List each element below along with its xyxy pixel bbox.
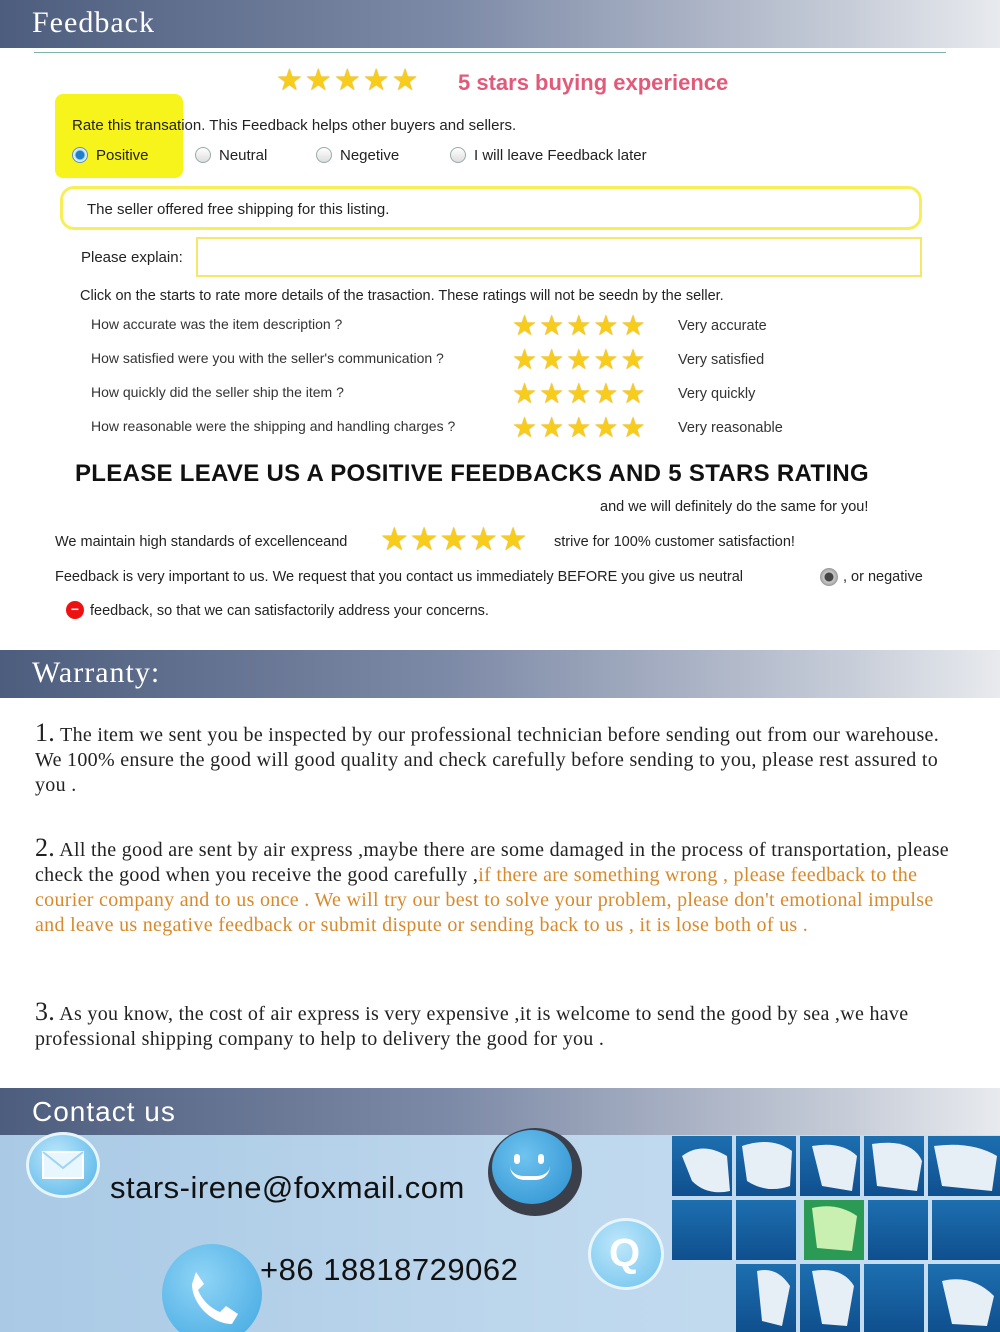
star-icon: ★ (566, 412, 594, 443)
headline: 5 stars buying experience (458, 70, 729, 95)
star-icon: ★ (276, 64, 305, 97)
radio-icon (195, 147, 211, 163)
star-icon: ★ (469, 521, 499, 557)
star-icon: ★ (391, 64, 421, 97)
star-icon: ★ (439, 521, 470, 557)
rate-text: Rate this transation. This Feedback helps other buyers and sellers. (72, 117, 517, 134)
negative-icon: − (66, 601, 84, 619)
radio-icon (450, 147, 466, 163)
contact-header (0, 1088, 1000, 1136)
mail-icon[interactable] (26, 1132, 100, 1198)
star-icon: ★ (593, 310, 621, 341)
rating-stars[interactable] (512, 346, 648, 374)
star-icon: ★ (512, 344, 540, 375)
important-or: , or negative (843, 569, 923, 585)
standards-stars (380, 522, 528, 556)
standards-left: We maintain high standards of excellenceand (55, 534, 348, 550)
star-icon: ★ (539, 310, 567, 341)
highlight-box (55, 94, 183, 178)
world-map-icon (672, 1136, 1000, 1332)
star-icon: ★ (380, 521, 410, 557)
radio-negative[interactable]: Negetive (316, 147, 399, 164)
star-icon: ★ (512, 412, 540, 443)
question-text: How reasonable were the shipping and handling charges ? (91, 418, 456, 434)
radio-neutral[interactable]: Neutral (195, 147, 267, 164)
star-icon: ★ (539, 344, 567, 375)
rating-answer: Very reasonable (678, 420, 783, 436)
star-icon: ★ (620, 412, 648, 443)
star-icon: ★ (512, 310, 540, 341)
star-icon: ★ (620, 378, 648, 409)
star-icon: ★ (304, 64, 334, 97)
contact-title: Contact us (32, 1096, 176, 1127)
neutral-icon (820, 568, 838, 586)
warranty-item-3: 3. As you know, the cost of air express is very expensive ,it is welcome to send the good by sea ,we have professional shipping company to help to delivery the good for you . (35, 997, 909, 1050)
explain-label: Please explain: (81, 249, 183, 266)
chat-icon[interactable] (488, 1128, 582, 1216)
star-icon: ★ (620, 310, 648, 341)
rating-answer: Very accurate (678, 318, 767, 334)
star-icon: ★ (593, 344, 621, 375)
feedback-header (0, 0, 1000, 48)
radio-icon (316, 147, 332, 163)
warranty-header (0, 650, 1000, 698)
radio-later[interactable]: I will leave Feedback later (450, 147, 647, 164)
divider (34, 52, 946, 53)
star-icon: ★ (409, 521, 440, 557)
qq-icon[interactable]: Q (588, 1218, 664, 1290)
star-icon: ★ (539, 378, 567, 409)
important-text-1: Feedback is very important to us. We request that you contact us immediately BEFORE you give us neutral (55, 569, 743, 585)
question-text: How quickly did the seller ship the item ? (91, 384, 344, 400)
star-icon: ★ (593, 412, 621, 443)
big-heading: PLEASE LEAVE US A POSITIVE FEEDBACKS AND 5 STARS RATING (75, 460, 869, 487)
warranty-title: Warranty: (32, 656, 161, 689)
standards-right: strive for 100% customer satisfaction! (554, 534, 795, 550)
shipping-note: The seller offered free shipping for this listing. (87, 201, 390, 218)
star-icon: ★ (566, 344, 594, 375)
star-icon: ★ (362, 64, 392, 97)
star-icon: ★ (498, 521, 529, 557)
star-icon: ★ (512, 378, 540, 409)
rating-stars[interactable] (512, 312, 648, 340)
feedback-title: Feedback (32, 6, 155, 39)
phone-icon[interactable] (162, 1244, 262, 1332)
shipping-note-box (60, 186, 922, 230)
radio-selected-icon (72, 147, 88, 163)
star-icon: ★ (333, 64, 363, 97)
important-text-2: feedback, so that we can satisfactorily address your concerns. (90, 603, 489, 619)
star-icon: ★ (593, 378, 621, 409)
question-text: How accurate was the item description ? (91, 316, 343, 332)
headline-stars (276, 64, 421, 98)
explain-input[interactable] (196, 237, 922, 277)
click-note: Click on the starts to rate more details of the trasaction. These ratings will not be seedn by the seller. (80, 288, 724, 304)
star-icon: ★ (620, 344, 648, 375)
warranty-item-1: 1. The item we sent you be inspected by our professional technician before sending out from our warehouse. We 100% ensure the good will good quality and check carefully before sending to you, please rest assured to you . (35, 718, 940, 796)
star-icon: ★ (539, 412, 567, 443)
contact-email[interactable]: stars-irene@foxmail.com (110, 1170, 465, 1205)
star-icon: ★ (566, 378, 594, 409)
rating-stars[interactable] (512, 380, 648, 408)
radio-positive[interactable]: Positive (72, 147, 149, 164)
rating-answer: Very quickly (678, 386, 756, 402)
rating-stars[interactable] (512, 414, 648, 442)
question-text: How satisfied were you with the seller's communication ? (91, 350, 444, 366)
rating-answer: Very satisfied (678, 352, 765, 368)
contact-phone[interactable]: +86 18818729062 (260, 1252, 519, 1287)
star-icon: ★ (566, 310, 594, 341)
same-for-you: and we will definitely do the same for you! (600, 499, 869, 515)
warranty-item-2: 2. All the good are sent by air express ,maybe there are some damaged in the process of transportation, please check the good when you receive the good carefully ,if there are something wrong , please feedback to the courier company and to us once . We will try our best to solve your problem, please don't emotional impulse and leave us negative feedback or submit dispute or sending back to us , it is lose both of us . (35, 833, 949, 936)
